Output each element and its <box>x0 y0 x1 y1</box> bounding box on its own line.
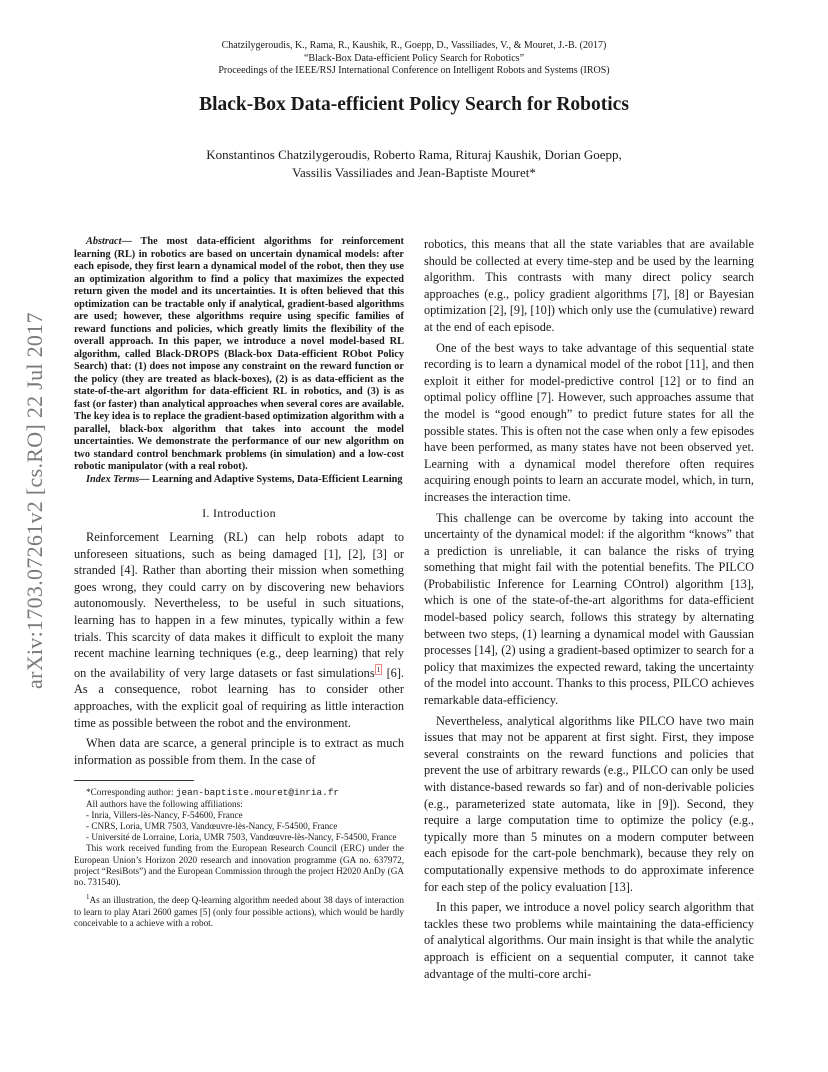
footnote-1-text: As an illustration, the deep Q-learning algorithm needed about 38 days of interaction to learn to play Atari 2600 games [5] (only four possible actions), which would be hardly conceivable to a achieve with a robot. <box>74 895 404 928</box>
body-paragraph: When data are scarce, a general principle is to extract as much information as possible from them. In the case of <box>74 736 404 767</box>
body-paragraph: One of the best ways to take advantage of this sequential state recording is to learn a dynamical model of the robot [11], and then exploit it either for model-predictive control [12] or to find an optimal policy offline [7]. However, such approaches assume that the model is “good enough” to predict future states for all the possible states. This is often not the case when only a few episodes have been performed, as many states have not been observed yet. Learning with a dynamical model therefore often requires acquiring enough points to learn an accurate model, which, in turn, increases the interaction time. <box>424 340 754 504</box>
affiliation: - Université de Lorraine, Loria, UMR 7503, Vandœuvre-lès-Nancy, F-54500, France <box>86 832 397 843</box>
section-heading: I. Introduction <box>202 506 276 520</box>
paragraph-text: [6]. As a consequence, robot learning has to consider other approaches, with the explicit goal of requiring as little interaction time as possible between the robot and the environment. <box>74 665 404 730</box>
index-terms-text: — Learning and Adaptive Systems, Data-Efficient Learning <box>139 473 403 485</box>
citation-line-3: Proceedings of the IEEE/RSJ International Conference on Intelligent Robots and Systems (IROS) <box>218 65 610 76</box>
abstract-text: — The most data-efficient algorithms for reinforcement learning (RL) in robotics are based on uncertain dynamical models: after each episode, they first learn a dynamical model of the robot, then they use an optimization algorithm to find a policy that maximizes the expected return given the model and its uncertainties. It is often believed that this optimization can be tractable only if analytical, gradient-based algorithms are used; however, these algorithms require using specific families of reward functions and policies, which greatly limits the flexibility of the overall approach. In this paper, we introduce a novel model-based RL algorithm, called Black-DROPS (Black-box Data-efficient RObot Policy Search) that: (1) does not impose any constraint on the reward function or the policy (they are treated as black-boxes), (2) is as data-efficient as the state-of-the-art algorithm for data-efficient RL in robotics, and (3) is as fast (or faster) than analytical approaches when several cores are available. The key idea is to replace the gradient-based optimization algorithm with a parallel, black-box algorithm that takes into account the model uncertainties. We demonstrate the performance of our new algorithm on two standard control benchmark problems (in simulation) and a low-cost robotic manipulator (with a real robot). <box>74 236 404 472</box>
authors-line-1: Konstantinos Chatzilygeroudis, Roberto Rama, Rituraj Kaushik, Dorian Goepp, <box>206 147 622 162</box>
footnote-ref-link[interactable]: 1 <box>376 664 381 674</box>
corresponding-author <box>74 787 404 798</box>
body-paragraph: In this paper, we introduce a novel policy search algorithm that tackles these two problems while maintaining the data-efficiency of analytical algorithms. Our main insight is that while the analytic approach is efficient on a sequential computer, it cannot take advantage of the multi-core archi- <box>424 900 754 981</box>
abstract-label: Abstract <box>86 236 122 247</box>
affiliation-intro: All authors have the following affiliations: <box>86 798 243 809</box>
email-link[interactable]: jean-baptiste.mouret@inria.fr <box>175 787 339 799</box>
body-paragraph: robotics, this means that all the state variables that are available should be collected at every time-step and be used by the learning algorithm. This contrasts with many direct policy search approaches (e.g., policy gradient algorithms [7], [8] or Bayesian optimization [2], [9], [10]) which only use the (cumulative) reward at the end of each episode. <box>424 237 754 334</box>
right-column <box>424 236 754 986</box>
paper-title: Black-Box Data-efficient Policy Search for Robotics <box>199 94 629 115</box>
affiliation: - Inria, Villers-lès-Nancy, F-54600, France <box>86 809 243 820</box>
citation-line-1: Chatzilygeroudis, K., Rama, R., Kaushik, R., Goepp, D., Vassiliades, V., & Mouret, J.-B. (2017) <box>221 40 607 51</box>
corresponding-label: *Corresponding author: <box>86 787 176 798</box>
paragraph-text: Reinforcement Learning (RL) can help robots adapt to unforeseen situations, such as being damaged [1], [2], [3] or stranded [4]. Rather than aborting their mission when something goes wrong, they could carry on by discovering new behaviors autonomously. Nevertheless, to be useful in such situations, learning has to happen in a few minutes, typically within a few trials. This scarcity of data makes it difficult to exploit the many recent machine learning techniques (e.g., deep learning) that rely on the availability of very large datasets or fast simulations <box>74 530 404 680</box>
footnotes <box>74 787 404 929</box>
left-column <box>74 236 404 929</box>
arxiv-stamp-text: arXiv:1703.07261v2 [cs.RO] 22 Jul 2017 <box>22 312 47 689</box>
abstract <box>74 236 404 474</box>
funding-note: This work received funding from the European Research Council (ERC) under the European Union’s Horizon 2020 research and innovation programme (GA no. 637972, project “ResiBots”) and the European Commission through the project H2020 AnDy (GA no. 731540). <box>74 843 404 888</box>
footnote-rule <box>74 780 194 781</box>
footnote-1 <box>74 892 404 929</box>
authors-line-2: Vassilis Vassiliades and Jean-Baptiste Mouret* <box>292 165 536 180</box>
footnote-1-marker: 1 <box>86 893 90 902</box>
citation-line-2: “Black-Box Data-efficient Policy Search for Robotics” <box>303 52 525 64</box>
body-paragraph: Nevertheless, analytical algorithms like PILCO have two main issues that may not be apparent at first sight. First, they impose several constraints on the reward functions and policies that prevent the use of arbitrary rewards (e.g., PILCO can only be used with distance-based rewards so far) and of non-derivable policies (e.g., parameterized state automata, like in [9]). Second, they require a large computation time to optimize the policy (e.g., typically more than 5 minutes on a modern computer between each episode for the cart-pole benchmark), because they rely on computationally expensive methods to do approximate inference for each step of the policy evaluation [13]. <box>424 713 754 894</box>
body-paragraph: This challenge can be overcome by taking into account the uncertainty of the dynamical model: if the algorithm “knows” that a prediction is unreliable, it can balance the risks of trying something that might fail with the potential benefits. The PILCO (Probabilistic Inference for Learning COntrol) algorithm [13], which is one of the state-of-the-art algorithms for data-efficient model-based policy search, follows this strategy by alternating between two steps, (1) learning a dynamical model with Gaussian processes [14], (2) using a gradient-based optimizer to search for a policy that maximizes the expected reward, taking the uncertainty of the model into account. Thanks to this process, PILCO achieves remarkable data-efficiency. <box>424 510 754 708</box>
index-terms-label: Index Terms <box>86 473 140 485</box>
author-list <box>0 146 828 182</box>
body-paragraph <box>74 529 404 731</box>
index-terms <box>74 474 404 487</box>
affiliation: - CNRS, Loria, UMR 7503, Vandœuvre-lès-Nancy, F-54500, France <box>86 821 338 832</box>
citation-header <box>0 40 828 78</box>
